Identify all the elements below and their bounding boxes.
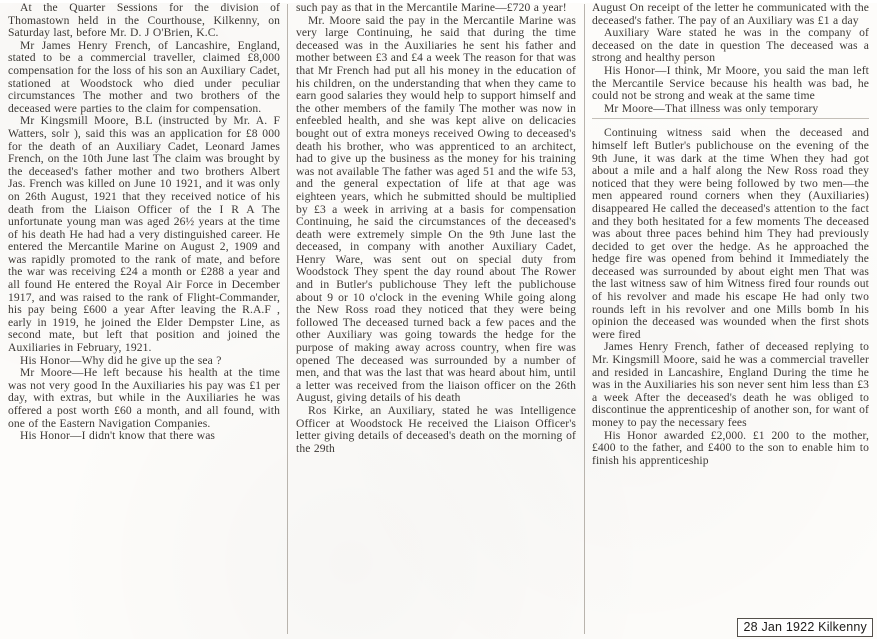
paragraph: His Honor—I think, Mr Moore, you said the man left the Mercantile Service because his health was bad, he could not be strong and weak at the same time [592, 63, 869, 103]
paragraph: August On receipt of the letter he communicated with the deceased's father. The pay of an Auxiliary was £1 a day [592, 1, 869, 27]
paragraph: His Honor awarded £2,000. £1 200 to the mother, £400 to the father, and £400 to the son to enable him to finish his apprenticeship [592, 428, 869, 467]
paragraph: James Henry French, father of deceased replying to Mr. Kingsmill Moore, said he was a commercial traveller and resided in Lancashire, England During the time he was in the Auxiliaries his son never sent him less than £3 a week After the deceased's death he was obliged to discontinue the apprenticeship of another son, for want of money to pay the necessary fees [592, 340, 869, 429]
paragraph: Mr. Moore said the pay in the Mercantile Marine was very large Continuing, he said that during the time deceased was in the Auxiliaries he sent his father and mother between £3 and £4 a week The reason for that was that Mr French had put all his money in the education of his children, on the understanding that when they came to earn good salaries they would help to support himself and the other members of the family The mother was now in enfeebled health, and she was kept alive on delicacies bought out of extra moneys received Owing to deceased's death his brother, who was apprenticed to an architect, had to give up the business as the money for his training was not available The father was aged 51 and the wife 53, and the general expectation of life at that age was eighteen years, which he submitted should be multiplied by £3 a week in arriving at a basis for compensation Continuing, he said the circumstances of the deceased's death were extremely simple On the 9th June last the deceased, in company with another Auxiliary Cadet, Henry Ware, was sent out on special duty from Woodstock They spent the day round about The Rower and in Butler's publichouse They left the publichouse about 9 or 10 o'clock in the evening While going along the New Ross road they noticed that they were being followed The deceased turned back a few paces and the other Auxiliary was going towards the hedge for the purpose of making away across country, when fire was opened The deceased was surrounded by a number of men, and that was the last that was heard about him, until a letter was received from the liaison officer on the 26th August, giving details of his death [296, 13, 576, 405]
paragraph: His Honor—Why did he give up the sea ? [20, 353, 222, 367]
paragraph: Mr Moore—That illness was only temporary [604, 101, 819, 115]
paragraph: Continuing witness said when the deceased and himself left Butler's publichouse on the evening of the 9th June, it was dark at the time When they had got about a mile and a half along the New Ross road they noticed that they were being followed by two men—the men appeared round corners when they (Auxiliaries) disappeared He called the deceased's attention to the fact and they both hesitated for a few moments The deceased was about three paces behind him They had previously decided to get over the hedge. As he approached the hedge fire was opened from behind it Immediately the deceased was surrounded by about eight men That was the last witness saw of him Witness fired four rounds out of his revolver and made his escape He had only two rounds left in his revolver and one Mills bomb In his opinion the deceased was wounded when the first shots were fired [592, 126, 869, 341]
paragraph: Mr Kingsmill Moore, B.L (instructed by Mr. A. F Watters, solr ), said this was an application for £8 000 for the death of an Auxiliary Cadet, Leonard James French, on the 10th June last The claim was brought by the deceased's father mother and two brothers Albert Jas. French was killed on June 10 1921, and it was only on 26th August, 1921 that they received notice of his death from the Liaison Officer of the I R A The unfortunate young man was aged 26½ years at the time of his death He had had a very distinguished career. He entered the Mercantile Marine on August 2, 1909 and was rapidly promoted to the rank of mate, and before the war was receiving £24 a month or £288 a year and all found He entered the Royal Air Force in December 1917, and was raised to the rank of Flight-Commander, his pay being £600 a year After leaving the R.A.F , early in 1919, he joined the Elder Dempster Line, as second mate, but left that position and joined the Auxiliaries in February, 1921. [8, 114, 280, 355]
paragraph: Mr James Henry French, of Lancashire, England, stated to be a commercial traveller, claimed £8,000 compensation for the loss of his son an Auxiliary Cadet, stationed at Woodstock who died under peculiar circumstances The mother and two brothers of the deceased were parties to the claim for compensation. [8, 38, 280, 115]
column-2 [288, 0, 584, 639]
column-1 [0, 0, 288, 639]
paragraph: At the Quarter Sessions for the division of Thomastown held in the Courthouse, Kilkenny, on Saturday last, before Mr. D. J O'Brien, K.C. [8, 1, 280, 40]
paragraph: such pay as that in the Mercantile Marine—£720 a year! [296, 1, 567, 14]
paragraph: His Honor—I didn't know that there was [20, 429, 216, 443]
paragraph: Auxiliary Ware stated he was in the company of deceased on the date in question The deceased was a strong and healthy person [592, 26, 869, 65]
clipping-date-caption: 28 Jan 1922 Kilkenny [737, 618, 873, 637]
section-rule [592, 118, 869, 125]
paragraph: Ros Kirke, an Auxiliary, stated he was Intelligence Officer at Woodstock He received the Liaison Officer's letter giving details of deceased's death on the morning of the 29th [296, 404, 576, 455]
column-3 [584, 0, 877, 639]
paragraph: Mr Moore—He left because his health at the time was not very good In the Auxiliaries his pay was £1 per day, with extras, but while in the Auxiliaries he was offered a post worth £60 a month, and all found, with one of the Eastern Navigation Companies. [8, 366, 280, 430]
